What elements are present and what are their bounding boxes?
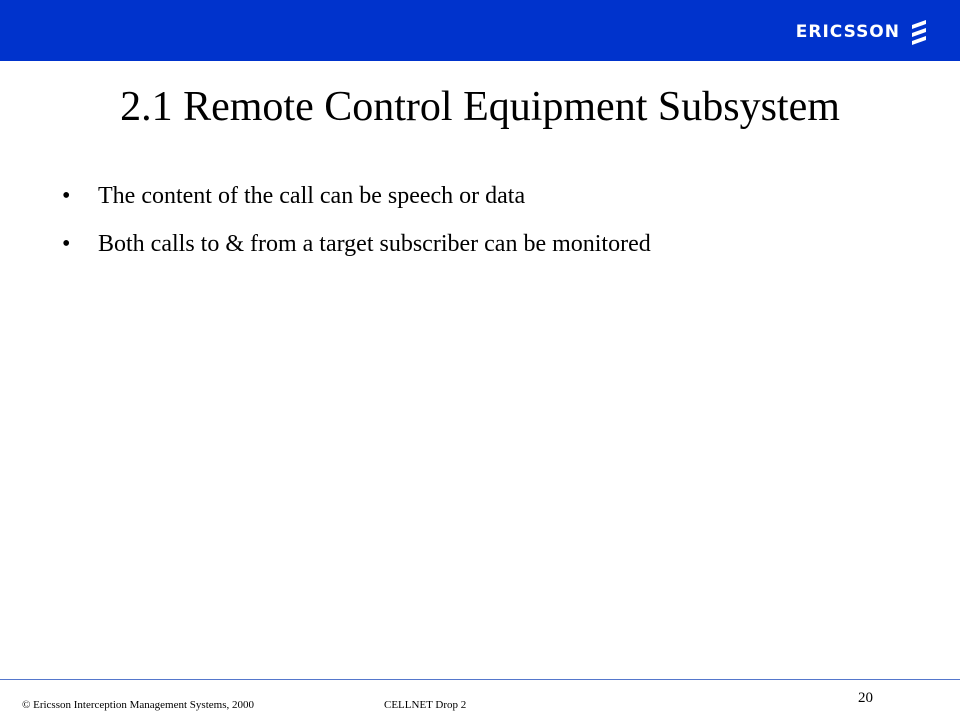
ericsson-logo [796, 17, 930, 47]
slide-title: 2.1 Remote Control Equipment Subsystem [120, 84, 840, 130]
logo-text: ERICSSON [795, 22, 900, 42]
bullet-list [62, 182, 651, 278]
footer-divider [0, 679, 960, 680]
ericsson-wave-icon [908, 19, 930, 45]
header-bar [0, 0, 960, 61]
footer-project: CELLNET Drop 2 [384, 699, 467, 711]
footer-copyright: © Ericsson Interception Management Systems, 2000 [22, 699, 254, 711]
bullet-item [62, 182, 651, 210]
page-number: 20 [858, 690, 873, 706]
bullet-text: Both calls to & from a target subscriber can be monitored [98, 231, 651, 257]
bullet-dot: • [62, 183, 71, 209]
bullet-dot: • [62, 231, 71, 257]
bullet-item [62, 230, 651, 258]
bullet-text: The content of the call can be speech or data [98, 183, 526, 209]
